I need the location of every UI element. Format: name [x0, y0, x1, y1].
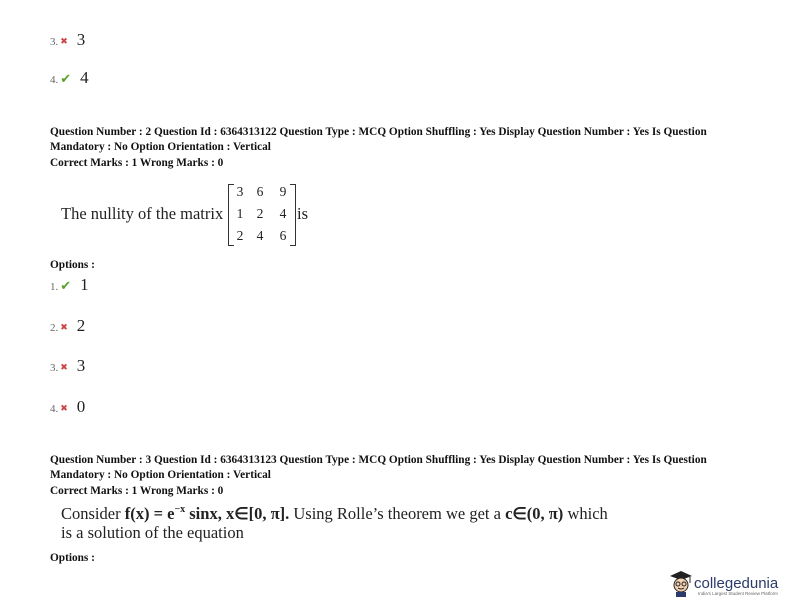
option-q2-1: 1. ✔ 1 [50, 275, 89, 294]
cross-icon: ✖ [60, 36, 68, 46]
question-2-meta: Question Number : 2 Question Id : 6364313122 Question Type : MCQ Option Shuffling : Yes Display Question Number : Yes Is Question Mandatory : No Option Orientation : Vertical Correct Marks : 1 Wrong Marks : 0 [50, 126, 707, 169]
check-icon: ✔ [60, 278, 72, 293]
matrix: 3 6 9 1 2 4 2 4 6 [228, 184, 296, 246]
graduate-mascot-icon [668, 568, 694, 598]
option-q2-2: 2. ✖ 2 [50, 316, 86, 335]
cross-icon: ✖ [60, 403, 68, 413]
option-q1-3: 3. ✖ 3 [50, 30, 86, 49]
options-label-q3: Options : [50, 552, 95, 564]
cross-icon: ✖ [60, 362, 68, 372]
option-q2-3: 3. ✖ 3 [50, 356, 86, 375]
option-q2-4: 4. ✖ 0 [50, 397, 86, 416]
question-2-text-before: The nullity of the matrix [61, 204, 224, 223]
question-3-text: Consider $f(x) = e^{-x}$ sinx, x∈[0, π]. Using Rolle’s theorem we get a c∈(0, π) which [61, 504, 608, 523]
options-label-q2: Options : [50, 259, 95, 271]
cross-icon: ✖ [60, 322, 68, 332]
collegedunia-logo: collegedunia India's Largest Student Review Platform [668, 568, 778, 598]
check-icon: ✔ [60, 71, 72, 86]
question-2-text-after: is [297, 204, 309, 223]
question-3-text-line2: is a solution of the equation [61, 523, 244, 542]
question-3-meta: Question Number : 3 Question Id : 6364313123 Question Type : MCQ Option Shuffling : Yes Display Question Number : Yes Is Question Mandatory : No Option Orientation : Vertical Correct Marks : 1 Wrong Marks : 0 [50, 454, 707, 497]
option-q1-4: 4. ✔ 4 [50, 68, 89, 87]
